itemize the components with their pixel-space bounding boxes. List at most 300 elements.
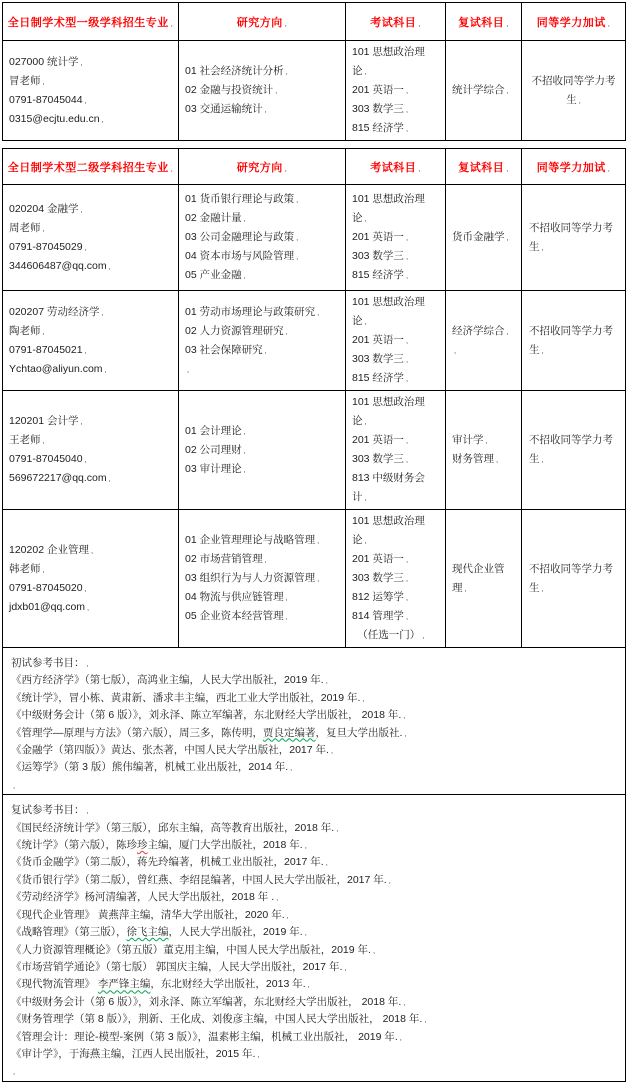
text-segment: 《金融学（第四版）》黄达、张杰著，中国人民大学出版社，2017 年. — [11, 744, 329, 757]
column-header — [179, 149, 346, 185]
paragraph-mark: , — [42, 223, 45, 233]
text-segment: 344606487@qq.com — [9, 259, 107, 272]
text-line — [352, 228, 439, 247]
text-segment: 201 英语一 — [352, 434, 404, 446]
text-segment: 《国民经济统计学》（第三版），邱东主编，高等教育出版社，2018 年. — [11, 821, 335, 834]
text-line — [352, 393, 439, 431]
text-segment: 812 运筹学 — [352, 591, 404, 603]
text-segment: 《管理学—原理与方法》（第六版），周三多，陈传明， — [11, 726, 263, 739]
book-line — [11, 1011, 617, 1028]
program-cell — [3, 41, 179, 141]
paragraph-mark: , — [42, 436, 45, 445]
text-line — [185, 360, 339, 379]
text-segment: 05 企业资本经营管理 — [185, 610, 284, 622]
paragraph-mark: , — [364, 317, 367, 326]
retest-subjects-cell — [446, 510, 522, 648]
paragraph-mark: , — [285, 593, 288, 602]
text-line — [9, 72, 172, 91]
book-line — [11, 690, 617, 707]
text-line — [352, 588, 439, 607]
text-segment: 01 劳动市场理论与政策研究 — [185, 305, 316, 318]
text-segment: 02 人力资源管理研究 — [185, 324, 284, 337]
text-line — [185, 100, 339, 119]
text-segment: 《运筹学》（第 3 版）熊伟编著，机械工业出版社，2014 年. — [11, 761, 289, 774]
program-cell — [3, 291, 179, 391]
text-segment: ，东北财经大学出版社，2013 年. — [150, 978, 306, 991]
text-segment: 现代企业管理 — [452, 562, 505, 594]
paragraph-mark: , — [364, 214, 367, 223]
text-line — [185, 550, 339, 569]
paragraph-mark: , — [42, 76, 45, 86]
text-segment: 02 公司理财 — [185, 443, 242, 456]
text-line — [352, 469, 439, 507]
text-segment: 101 思想政治理论 — [352, 396, 425, 427]
paragraph-mark: , — [307, 980, 310, 990]
table-second-level-programs — [2, 148, 626, 1082]
text-segment: 周老师 — [9, 221, 41, 234]
exam-subjects-cell — [346, 510, 446, 648]
text-segment: （任选一门） — [352, 629, 421, 641]
text-line — [352, 81, 439, 100]
text-segment: 0791-87045020 — [9, 581, 83, 594]
exam-subjects-cell — [346, 391, 446, 510]
text-segment: 《现代物流管理》 — [11, 978, 98, 991]
text-line — [9, 450, 172, 469]
paragraph-mark: , — [404, 728, 407, 738]
text-line — [9, 341, 172, 360]
text-segment: 201 英语一 — [352, 84, 404, 96]
text-line — [9, 579, 172, 598]
program-row — [3, 391, 626, 510]
text-segment: 《劳动经济学》杨河清编著，人民大学出版社，2018 年 . — [11, 891, 275, 904]
paragraph-mark: , — [104, 364, 107, 374]
equivalency-cell — [522, 185, 626, 291]
paragraph-mark: , — [405, 436, 409, 445]
book-line — [11, 854, 617, 871]
text-line — [9, 412, 172, 431]
paragraph-mark: , — [296, 195, 299, 204]
text-segment: 《中级财务会计（第 6 版）》，刘永泽、陈立军编著，东北财经大学出版社， 2018 年. — [11, 709, 402, 722]
text-segment: 财务管理 — [452, 453, 494, 465]
paragraph-mark: , — [405, 374, 409, 383]
text-line — [185, 531, 339, 550]
column-header — [522, 149, 626, 185]
paragraph-mark: , — [108, 261, 111, 271]
text-segment: 不招收同等学力考生 — [529, 324, 613, 356]
text-segment: 303 数学三 — [352, 572, 404, 584]
text-segment: 303 数学三 — [352, 453, 404, 465]
text-line — [9, 469, 172, 488]
retest-subjects-cell — [446, 291, 522, 391]
paragraph-mark: , — [541, 583, 544, 593]
paragraph-mark: , — [388, 875, 391, 885]
equivalency-cell — [522, 291, 626, 391]
paragraph-mark: , — [607, 163, 611, 173]
text-line — [185, 190, 339, 209]
program-row — [3, 185, 626, 291]
paragraph-mark: , — [276, 893, 279, 903]
research-directions-cell — [179, 185, 346, 291]
paragraph-mark: , — [405, 612, 409, 621]
paragraph-mark: , — [42, 326, 45, 336]
paragraph-mark: , — [364, 67, 367, 76]
paragraph-mark: , — [264, 105, 267, 114]
text-line — [185, 62, 339, 81]
text-line — [352, 607, 439, 626]
paragraph-mark: , — [101, 307, 104, 317]
text-line — [185, 607, 339, 626]
paragraph-mark: , — [336, 823, 339, 833]
text-line — [185, 460, 339, 479]
paragraph-mark: , — [422, 631, 425, 640]
paragraph-mark: , — [405, 252, 409, 261]
text-line — [352, 247, 439, 266]
paragraph-mark: , — [405, 336, 409, 345]
text-line — [529, 72, 618, 110]
text-segment: Ychtao@aliyun.com — [9, 362, 103, 375]
text-segment: 02 金融计量 — [185, 212, 242, 224]
paragraph-mark: , — [578, 95, 581, 105]
section-title — [11, 802, 617, 819]
paragraph-mark: , — [264, 555, 267, 564]
text-segment: 303 数学三 — [352, 103, 404, 115]
header-row — [3, 3, 626, 41]
text-line — [9, 431, 172, 450]
text-segment: 101 思想政治理论 — [352, 515, 425, 546]
paragraph-mark: , — [84, 583, 87, 593]
text-line — [185, 81, 339, 100]
paragraph-mark: , — [296, 252, 299, 261]
book-line — [11, 777, 617, 794]
text-segment: 《统计学》，冒小栋、黄肃新、潘求丰主编，西北工业大学出版社，2019 年. — [11, 691, 361, 704]
paragraph-mark: , — [344, 962, 347, 972]
paragraph-mark: , — [405, 105, 409, 114]
paragraph-mark: , — [405, 355, 409, 364]
text-line — [9, 541, 172, 560]
book-line — [11, 837, 617, 854]
paragraph-mark: , — [317, 307, 320, 317]
text-segment: 03 交通运输统计 — [185, 103, 263, 115]
paragraph-mark: , — [84, 345, 87, 355]
column-header-label: 全日制学术型二级学科招生专业 — [7, 161, 169, 174]
paragraph-mark: , — [264, 345, 267, 355]
column-header-label: 考试科目 — [370, 161, 417, 174]
text-segment: 不招收同等学力考生 — [529, 562, 613, 594]
paragraph-mark: , — [325, 676, 328, 686]
text-segment: 02 金融与投资统计 — [185, 84, 274, 96]
text-segment: 主编，厦门大学出版社，2018 年. — [147, 839, 303, 852]
program-cell — [3, 510, 179, 648]
text-line — [352, 293, 439, 331]
column-header-label: 同等学力加试 — [536, 161, 606, 174]
header-row — [3, 149, 626, 185]
text-segment: 《统计学》（第六版），陈珍 — [11, 839, 137, 852]
book-line — [11, 976, 617, 993]
text-segment: 《审计学》，于海燕主编，江西人民出版社，2015 年. — [11, 1047, 256, 1060]
paragraph-mark: , — [506, 163, 509, 173]
book-line — [11, 872, 617, 889]
text-segment: 韩老师 — [9, 562, 41, 575]
text-line — [352, 512, 439, 550]
text-line — [185, 341, 339, 360]
book-line — [11, 889, 617, 906]
text-line — [529, 322, 618, 360]
text-line — [185, 266, 339, 285]
text-segment: 569672217@qq.com — [9, 472, 107, 484]
text-segment: 01 会计理论 — [185, 424, 242, 437]
paragraph-mark: , — [317, 574, 320, 583]
text-line — [452, 431, 515, 450]
paragraph-mark: , — [170, 18, 174, 28]
text-segment: 《人力资源管理概论》（第五版）董克用主编，中国人民大学出版社，2019 年. — [11, 943, 371, 956]
paragraph-mark: , — [405, 233, 409, 242]
text-line — [452, 450, 515, 469]
text-line — [352, 43, 439, 81]
text-line — [352, 119, 439, 138]
text-line — [185, 441, 339, 460]
text-segment: 《战略管理》（第三版）， — [11, 926, 127, 939]
text-line — [529, 560, 618, 598]
paragraph-mark: , — [405, 271, 409, 280]
text-line — [352, 331, 439, 350]
text-line — [452, 341, 515, 360]
text-line — [9, 91, 172, 110]
retest-subjects-cell — [446, 391, 522, 510]
paragraph-mark: , — [362, 693, 365, 703]
paragraph-mark: , — [506, 86, 509, 95]
paragraph-mark: , — [284, 18, 288, 28]
retest-subjects-cell — [446, 185, 522, 291]
text-segment: 《中级财务会计（第 6 版）》，刘永泽、陈立军编著，东北财经大学出版社， 2018 年. — [11, 995, 402, 1008]
paragraph-mark: , — [87, 602, 90, 612]
text-line — [9, 200, 172, 219]
text-line — [9, 560, 172, 579]
text-segment: 复试参考书目： — [11, 804, 85, 817]
paragraph-mark: , — [454, 345, 457, 355]
book-line — [11, 725, 617, 742]
text-line — [529, 431, 618, 469]
paragraph-mark: , — [290, 763, 293, 773]
paragraph-mark: , — [257, 1049, 260, 1059]
text-line — [185, 303, 339, 322]
text-segment: 120202 企业管理 — [9, 543, 89, 556]
text-line — [185, 322, 339, 341]
text-segment: 《财务管理学（第 8 版）》，荆新、王化成、刘俊彦主编，中国人民大学出版社， 2018 年. — [11, 1013, 423, 1026]
text-segment: 0791-87045029 — [9, 240, 83, 253]
text-line — [529, 219, 618, 257]
equivalency-cell — [522, 41, 626, 141]
retest-references-row — [3, 795, 626, 1082]
text-line — [9, 257, 172, 276]
column-header — [3, 3, 179, 41]
text-segment: 经济学综合 — [452, 324, 505, 337]
table-first-level-programs — [2, 2, 626, 141]
text-line — [185, 228, 339, 247]
paragraph-mark: , — [403, 997, 406, 1007]
paragraph-mark: , — [304, 928, 307, 938]
text-segment: 不招收同等学力考生 — [531, 74, 616, 106]
text-line — [452, 560, 515, 598]
column-header — [446, 3, 522, 41]
paragraph-mark: , — [243, 214, 246, 223]
paragraph-mark: , — [405, 86, 409, 95]
text-segment: 审计学 — [452, 434, 484, 446]
paragraph-mark: , — [243, 426, 246, 436]
paragraph-mark: , — [284, 163, 288, 173]
paragraph-mark: , — [418, 163, 421, 173]
text-line — [352, 350, 439, 369]
paragraph-mark: , — [496, 455, 499, 464]
paragraph-mark: , — [86, 806, 89, 816]
text-segment: 020204 金融学 — [9, 202, 79, 215]
text-segment: 201 英语一 — [352, 334, 404, 346]
text-segment: 《市场营销学通论》（第七版） 郭国庆主编，人民大学出版社，2017 年. — [11, 960, 343, 973]
equivalency-cell — [522, 510, 626, 648]
column-header-label: 研究方向 — [236, 16, 283, 29]
text-segment: 101 思想政治理论 — [352, 46, 425, 77]
text-line — [9, 303, 172, 322]
text-segment: 02 市场营销管理 — [185, 553, 263, 565]
paragraph-mark: , — [285, 67, 288, 76]
text-segment: ，人民大学出版社，2019 年. — [168, 926, 303, 939]
text-segment: 0315@ecjtu.edu.cn — [9, 112, 100, 125]
paragraph-mark: , — [541, 242, 544, 252]
column-header-label: 同等学力加试 — [536, 16, 606, 29]
text-segment: 814 管理学 — [352, 610, 404, 622]
paragraph-mark: , — [13, 780, 16, 790]
paragraph-mark: , — [403, 711, 406, 721]
paragraph-mark: , — [84, 242, 87, 252]
column-header — [3, 149, 179, 185]
book-line — [11, 942, 617, 959]
text-segment: 01 社会经济统计分析 — [185, 65, 284, 77]
paragraph-mark: , — [187, 364, 190, 374]
column-header — [346, 3, 446, 41]
paragraph-mark: , — [364, 493, 367, 502]
paragraph-mark: , — [399, 1032, 402, 1042]
text-line — [185, 422, 339, 441]
text-segment: 201 英语一 — [352, 231, 404, 243]
paragraph-mark: , — [243, 464, 246, 474]
book-line — [11, 1063, 617, 1080]
text-segment: 815 经济学 — [352, 372, 404, 384]
text-segment: 《货币银行学》（第二版），曾红燕、李绍昆编著，中国人民大学出版社，2017 年. — [11, 873, 387, 886]
program-cell — [3, 391, 179, 510]
paragraph-mark: , — [405, 593, 409, 602]
text-segment: 815 经济学 — [352, 269, 404, 281]
paragraph-mark: , — [285, 612, 288, 621]
paragraph-mark: , — [607, 18, 611, 28]
text-line — [452, 81, 515, 100]
text-segment: 020207 劳动经济学 — [9, 305, 100, 318]
column-header-label: 复试科目 — [458, 16, 505, 29]
text-segment: 03 社会保障研究 — [185, 343, 263, 356]
text-line — [352, 431, 439, 450]
paragraph-mark: , — [170, 163, 174, 173]
text-segment: 贾良定编著 — [263, 726, 316, 739]
program-row — [3, 41, 626, 141]
paragraph-mark: , — [304, 841, 307, 851]
text-line — [352, 626, 439, 645]
book-line — [11, 924, 617, 941]
paragraph-mark: , — [296, 233, 299, 242]
text-segment: 05 产业金融 — [185, 269, 242, 281]
text-line — [185, 588, 339, 607]
column-header — [179, 3, 346, 41]
text-line — [9, 322, 172, 341]
retest-references — [3, 795, 626, 1082]
paragraph-mark: , — [372, 945, 376, 955]
text-segment: 201 英语一 — [352, 553, 404, 565]
text-segment: 120201 会计学 — [9, 415, 79, 427]
paragraph-mark: , — [364, 536, 367, 545]
paragraph-mark: , — [330, 746, 334, 756]
text-segment: 0791-87045021 — [9, 343, 83, 356]
paragraph-mark: , — [275, 86, 278, 95]
text-segment: 01 企业管理理论与战略管理 — [185, 534, 316, 546]
text-segment: 不招收同等学力考生 — [529, 434, 613, 465]
text-segment: 027000 统计学 — [9, 55, 79, 68]
book-line — [11, 1029, 617, 1046]
text-segment: 01 货币银行理论与政策 — [185, 193, 295, 205]
column-header-label: 全日制学术型一级学科招生专业 — [7, 16, 169, 29]
paragraph-mark: , — [80, 204, 83, 214]
text-segment: 303 数学三 — [352, 250, 404, 262]
paragraph-mark: , — [243, 445, 246, 455]
program-row — [3, 510, 626, 648]
book-line — [11, 672, 617, 689]
text-segment: 0791-87045040 — [9, 453, 83, 465]
text-segment: 徐飞主编 — [126, 926, 169, 939]
book-line — [11, 742, 617, 759]
text-line — [185, 569, 339, 588]
paragraph-mark: , — [325, 858, 328, 868]
column-header-label: 研究方向 — [236, 161, 283, 174]
book-line — [11, 959, 617, 976]
text-segment: 李严锋主编 — [97, 978, 151, 991]
column-header-label: 考试科目 — [370, 16, 417, 29]
text-line — [452, 322, 515, 341]
text-segment: 03 公司金融理论与政策 — [185, 231, 295, 243]
paragraph-mark: , — [317, 536, 320, 545]
text-line — [185, 247, 339, 266]
exam-subjects-cell — [346, 185, 446, 291]
text-line — [9, 110, 172, 129]
text-segment: 货币金融学 — [452, 231, 505, 243]
text-segment: 《西方经济学》（第七版），高鸿业主编，人民大学出版社，2019 年. — [11, 674, 324, 687]
text-line — [9, 360, 172, 379]
book-line — [11, 907, 617, 924]
retest-subjects-cell — [446, 41, 522, 141]
research-directions-cell — [179, 41, 346, 141]
text-line — [352, 569, 439, 588]
book-line — [11, 1046, 617, 1063]
text-segment: 101 思想政治理论 — [352, 193, 425, 224]
paragraph-mark: , — [90, 545, 94, 555]
paragraph-mark: , — [405, 124, 409, 133]
book-line — [11, 994, 617, 1011]
initial-exam-references — [3, 648, 626, 795]
paragraph-mark: , — [84, 95, 87, 105]
exam-subjects-cell — [346, 41, 446, 141]
text-segment: 初试参考书目： — [11, 657, 85, 669]
text-segment: 冒老师 — [9, 74, 41, 87]
equivalency-cell — [522, 391, 626, 510]
paragraph-mark: , — [108, 474, 111, 483]
paragraph-mark: , — [405, 455, 409, 464]
paragraph-mark: , — [101, 114, 104, 124]
paragraph-mark: , — [541, 345, 544, 355]
